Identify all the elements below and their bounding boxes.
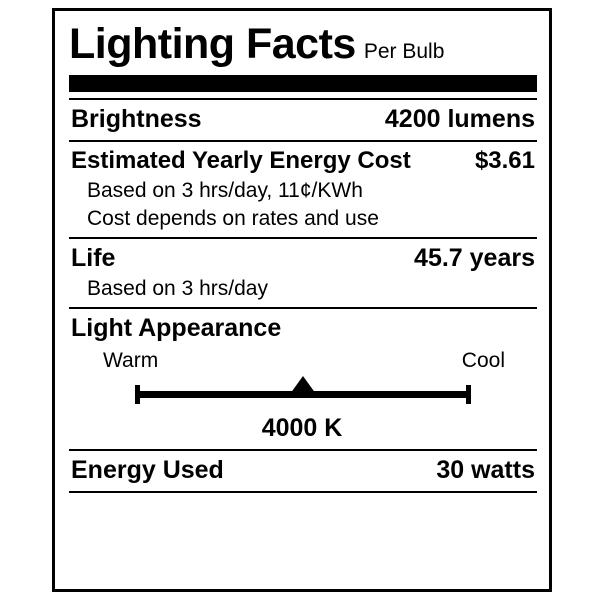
appearance-scale-marker-icon [290,376,316,394]
appearance-scale [135,385,471,407]
divider-above-energy-used [69,449,537,451]
brightness-value: 4200 lumens [384,105,535,133]
brightness-label: Brightness [71,105,202,133]
life-row [71,244,535,273]
divider-above-appearance [69,307,537,309]
energy-used-value: 30 watts [436,456,535,484]
divider-above-life [69,237,537,239]
page-title-suffix: Per Bulb [363,40,445,63]
title-divider-bar [69,75,537,92]
energy-cost-note-basis: Based on 3 hrs/day, 11¢/KWh [87,179,363,202]
label-bottom-space [65,493,539,553]
energy-cost-row [71,147,535,175]
energy-used-label: Energy Used [71,456,224,484]
divider-above-energy-cost [69,140,537,142]
lighting-facts-label [52,8,552,592]
life-value: 45.7 years [414,244,535,272]
life-label: Life [71,244,116,272]
life-note-basis: Based on 3 hrs/day [87,277,268,300]
energy-cost-label: Estimated Yearly Energy Cost [71,147,411,174]
label-title-row [65,11,539,66]
appearance-scale-labels [103,349,505,373]
energy-used-row [71,456,535,485]
divider-above-brightness [69,98,537,100]
appearance-kelvin-value: 4000 K [261,414,343,442]
brightness-row [71,105,535,134]
appearance-warm-label: Warm [103,349,159,372]
appearance-scale-cap-cool [466,385,471,404]
light-appearance-label: Light Appearance [71,314,282,342]
energy-cost-value: $3.61 [474,147,535,174]
appearance-cool-label: Cool [461,349,505,372]
page-title: Lighting Facts [69,20,356,68]
appearance-scale-cap-warm [135,385,140,404]
energy-cost-note-rates: Cost depends on rates and use [87,207,379,230]
